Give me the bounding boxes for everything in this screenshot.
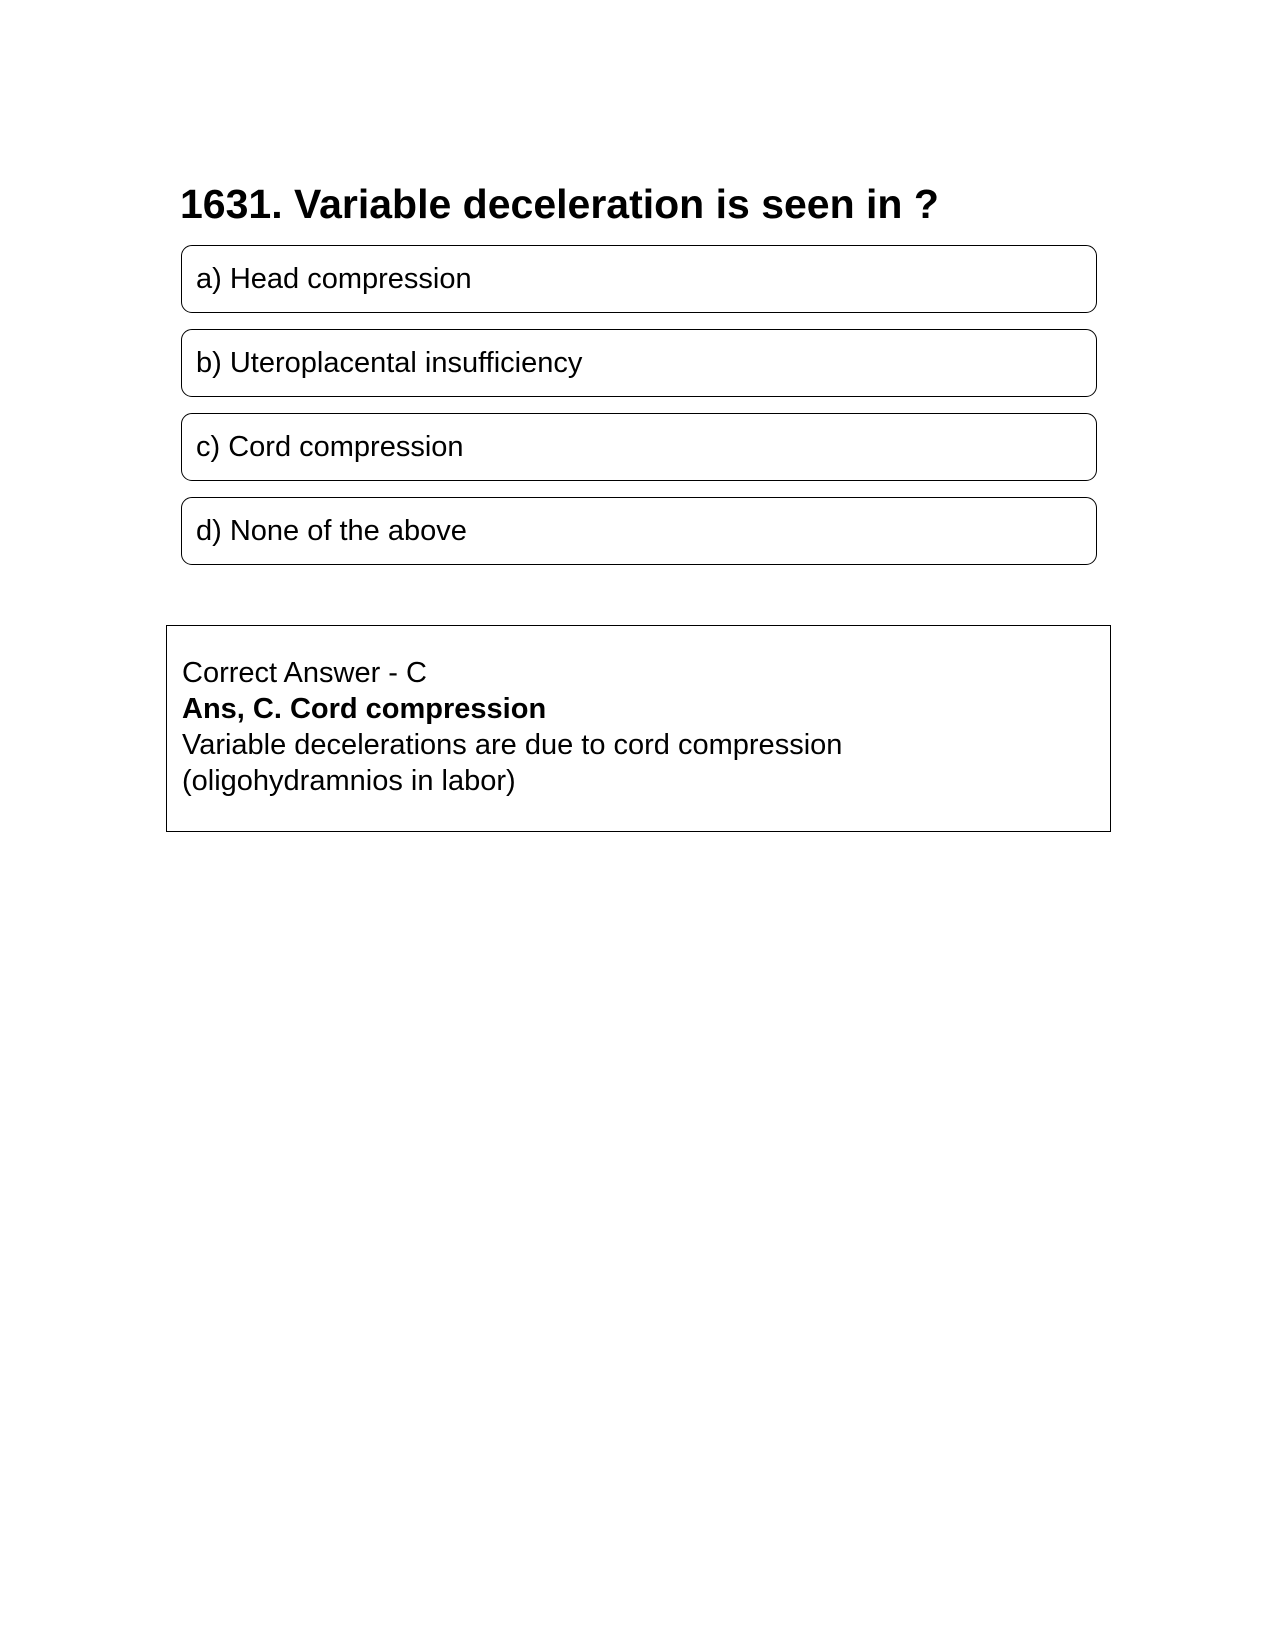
option-d-label: d) None of the above — [196, 514, 467, 547]
option-b[interactable] — [181, 329, 1097, 397]
question-title — [180, 178, 939, 230]
answer-explanation-line-2: (oligohydramnios in labor) — [182, 765, 516, 797]
question-text: Variable deceleration is seen in ? — [294, 181, 939, 227]
option-c[interactable] — [181, 413, 1097, 481]
question-number: 1631. — [180, 181, 283, 227]
answer-explanation-line-1: Variable decelerations are due to cord compression — [182, 729, 843, 761]
option-c-label: c) Cord compression — [196, 430, 464, 463]
correct-answer: Correct Answer - C — [182, 657, 427, 689]
answer-box — [166, 625, 1111, 832]
option-a-label: a) Head compression — [196, 262, 472, 295]
option-a[interactable] — [181, 245, 1097, 313]
option-d[interactable] — [181, 497, 1097, 565]
answer-heading: Ans, C. Cord compression — [182, 693, 547, 725]
option-b-label: b) Uteroplacental insufficiency — [196, 346, 583, 379]
options-list — [181, 245, 1097, 581]
